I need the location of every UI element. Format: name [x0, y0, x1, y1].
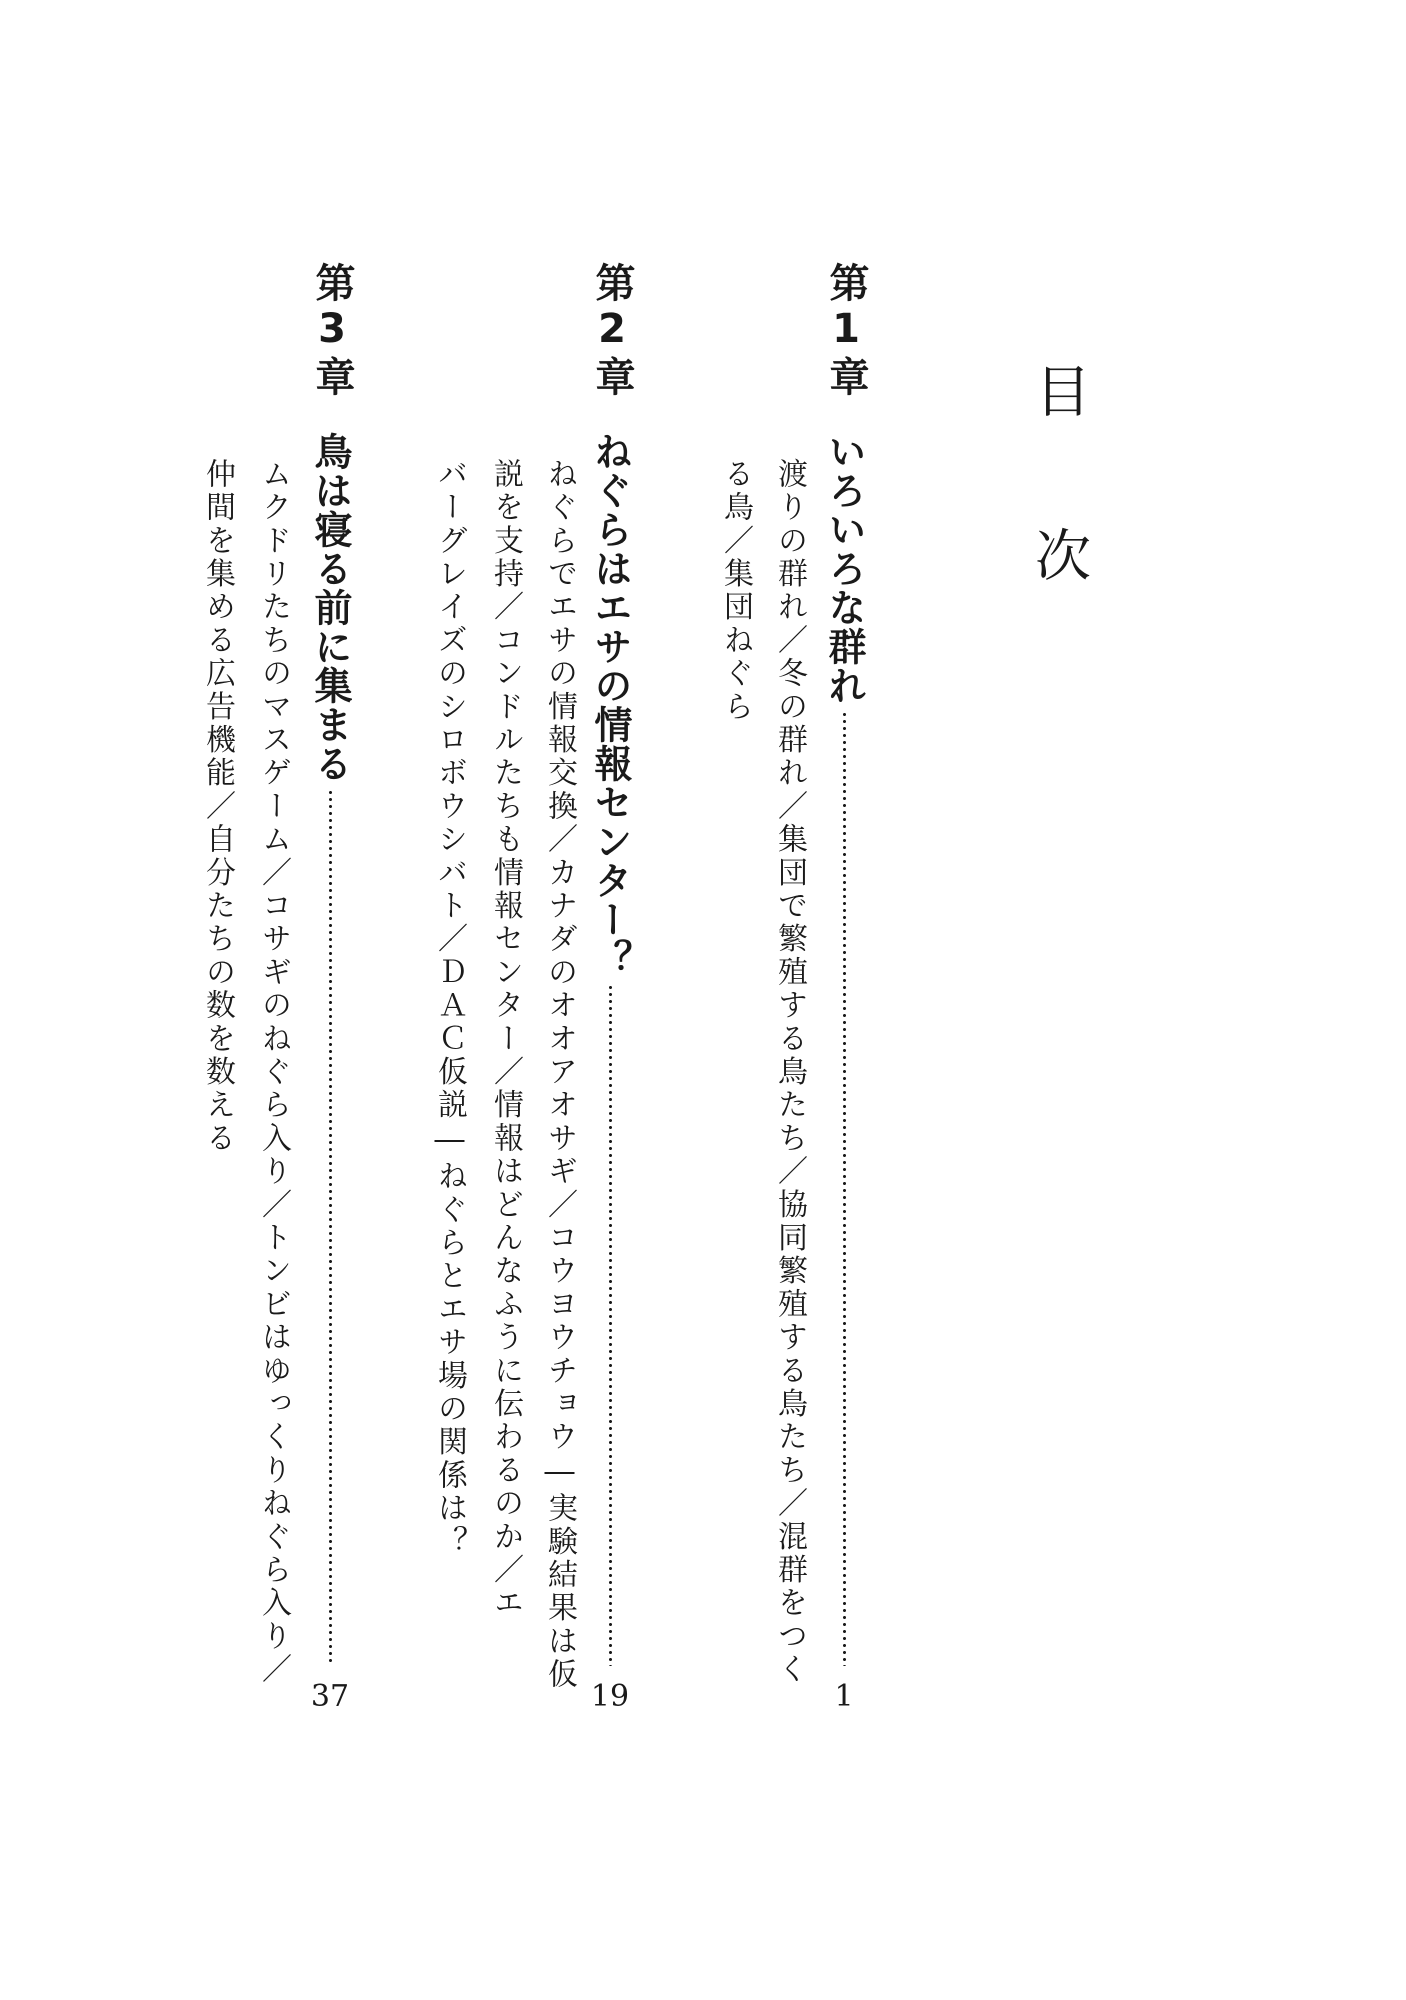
chapter-3-entry[interactable]	[308, 432, 352, 1712]
chapter-1-page-number: 1	[834, 1679, 854, 1714]
chapter-2-line-3: バーグレイズのシロボウシバト／ＤＡＣ仮説―ねぐらとエサ場の関係は？	[432, 458, 467, 1559]
chapter-2-line-2: 説を支持／コンドルたちも情報センター／情報はどんなふうに伝わるのか／エ	[488, 458, 523, 1620]
chapter-3-page-number: 37	[310, 1679, 350, 1714]
chapter-3-label: 第3章	[309, 262, 355, 400]
chapter-1-leader-dots	[843, 711, 846, 1666]
chapter-2-line-1: ねぐらでエサの情報交換／カナダのオオアオサギ／コウヨウチョウ―実験結果は仮	[542, 458, 577, 1692]
chapter-3-line-2: 仲間を集める広告機能／自分たちの数を数える	[200, 458, 235, 1156]
chapter-1-line-2: る鳥／集団ねぐら	[718, 458, 753, 724]
chapter-2-entry[interactable]	[588, 432, 632, 1712]
chapter-1-entry[interactable]	[822, 432, 866, 1712]
chapter-2-title: ねぐらはエサの情報センター？	[588, 432, 632, 978]
chapter-2-page-number: 19	[590, 1679, 630, 1714]
chapter-3-line-1: ムクドリたちのマスゲーム／コサギのねぐら入り／トンビはゆっくりねぐら入り／	[256, 458, 291, 1687]
chapter-1-title: いろいろな群れ	[822, 432, 866, 705]
chapter-3-leader-dots	[329, 789, 332, 1666]
chapter-2-leader-dots	[609, 984, 612, 1666]
chapter-3-title: 鳥は寝る前に集まる	[308, 432, 352, 783]
chapter-1-line-1: 渡りの群れ／冬の群れ／集団で繁殖する鳥たち／協同繁殖する鳥たち／混群をつく	[772, 458, 807, 1687]
chapter-2-label: 第2章	[589, 262, 635, 400]
page-title: 目次	[1026, 362, 1091, 690]
chapter-1-label: 第1章	[823, 262, 869, 400]
